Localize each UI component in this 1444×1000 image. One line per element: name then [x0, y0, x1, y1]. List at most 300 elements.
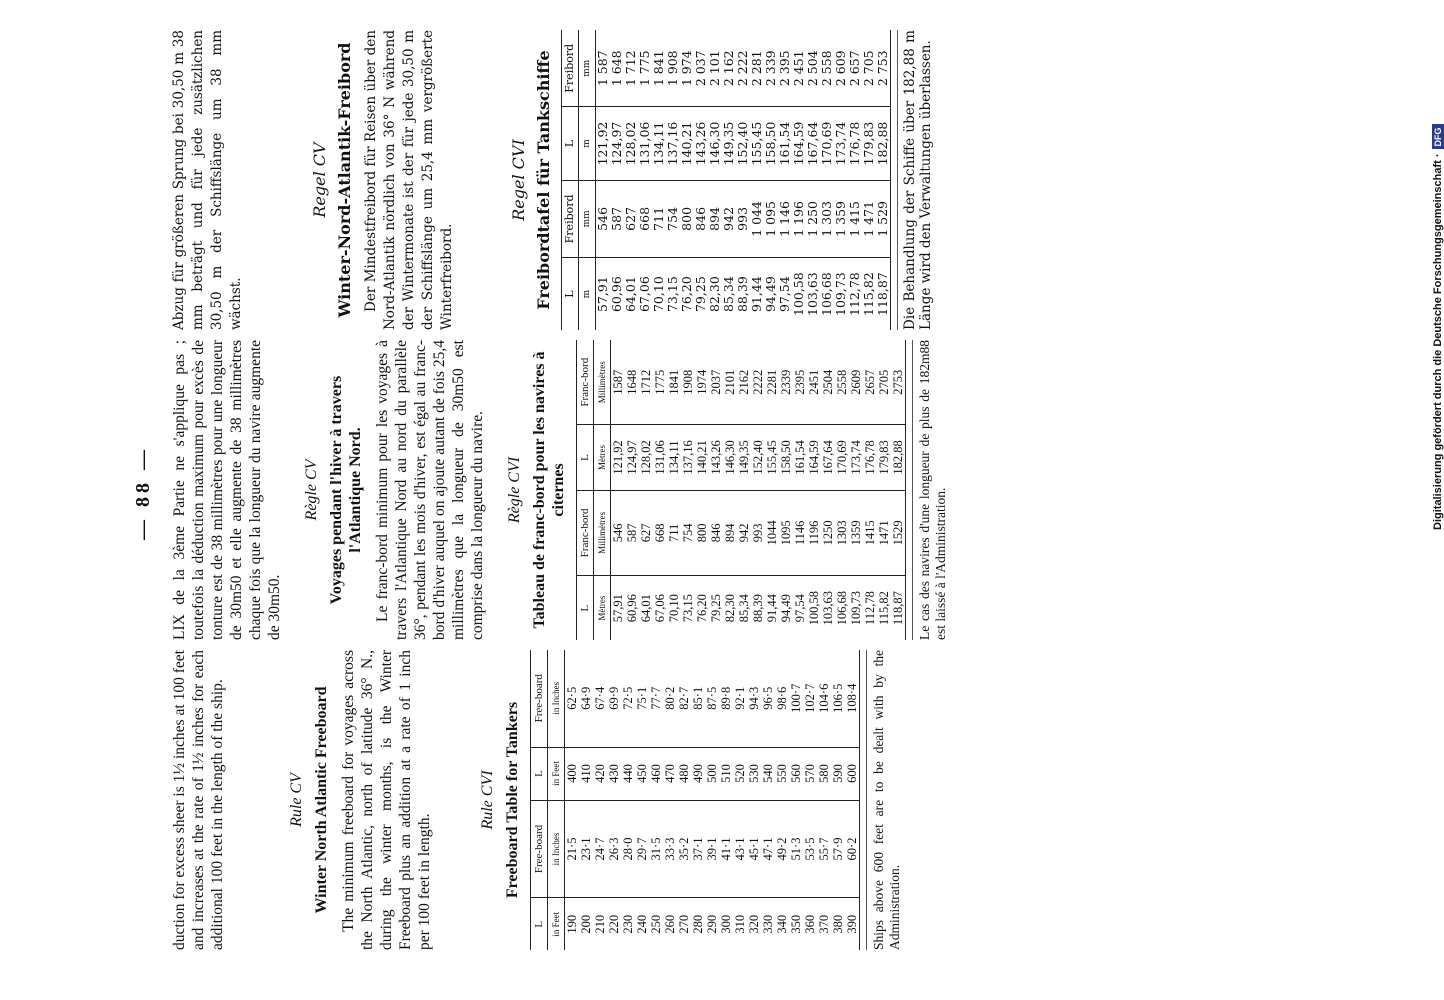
rule-cv-text: Der Mindestfreibord für Reisen über den Nord-Atlantik nördlich von 36° N während der Wintermonate ist der für jede 30,50 m der Schiffslänge um 25,4 mm vergrößerte Winterfreibord.: [363, 30, 455, 330]
table-cell: 1 648: [610, 30, 624, 107]
table-cell: 106·5: [831, 650, 845, 747]
table-cell: 400: [565, 747, 580, 800]
table-cell: 75·1: [635, 650, 649, 747]
rule-cv-heading: Rule CV: [288, 773, 305, 827]
table-cell: 2 281: [750, 30, 764, 107]
table-cell: 57,91: [611, 594, 625, 623]
table-row: [695, 340, 709, 640]
table-cell: 173,74: [834, 107, 848, 180]
table-cell: 460: [649, 747, 663, 800]
table-cell: 2 657: [848, 30, 862, 107]
table-cell: 1 095: [764, 180, 778, 258]
column-header: L: [577, 425, 594, 490]
table-row: [821, 340, 835, 640]
table-cell: 711: [652, 180, 666, 258]
rule-cvi-heading: Rule CVI: [479, 770, 496, 830]
table-cell: 510: [719, 747, 733, 800]
table-cell: 1 196: [792, 180, 806, 258]
table-cell: 161,54: [793, 425, 807, 490]
table-cell: 1587: [611, 340, 626, 425]
table-cell: 280: [691, 914, 705, 934]
table-cell: 64,01: [639, 594, 653, 623]
freeboard-table: [576, 340, 906, 640]
table-row: [806, 30, 820, 330]
table-row: [663, 650, 677, 950]
rule-cv-heading: Règle CV: [303, 459, 320, 521]
page-number: — 88 —: [132, 446, 154, 540]
table-cell: 380: [831, 914, 845, 934]
table-cell: 1 471: [862, 180, 876, 258]
table-cell: 1 529: [876, 180, 891, 258]
table-cell: 57,91: [595, 276, 610, 313]
table-cell: 711: [667, 490, 681, 576]
unit-label: mm: [579, 30, 596, 107]
table-cell: 82,30: [707, 276, 722, 313]
rule-cvi-heading: Règle CVI: [506, 456, 523, 524]
table-cell: 41·1: [719, 800, 733, 898]
column-header: L: [562, 107, 579, 180]
table-cell: 600: [845, 747, 860, 800]
table-cell: 1 908: [666, 30, 680, 107]
table-row: [750, 30, 764, 330]
table-cell: 164,59: [807, 425, 821, 490]
table-header-row: [577, 340, 594, 640]
unit-label: mm: [579, 180, 596, 258]
table-row: [607, 650, 621, 950]
table-row: [719, 650, 733, 950]
table-row: [723, 340, 737, 640]
table-row: [751, 340, 765, 640]
table-row: [792, 30, 806, 330]
table-cell: 155,45: [750, 107, 764, 180]
table-row: [635, 650, 649, 950]
table-cell: 23·1: [579, 800, 593, 898]
table-units-row: [548, 650, 565, 950]
rule-cv-text: Le franc-bord minimum pour les voyages à travers l'Atlantique Nord au nord du parallèle 36°, pendant les mois d'hiver, est égal au franc-bord d'hiver auquel on ajoute autant de fois 25,4 millimètres que la longueur de 30m50 est comprise dans la longueur du navire.: [374, 340, 486, 640]
table-cell: 2395: [793, 340, 807, 425]
table-cell: 173,74: [849, 425, 863, 490]
table-cell: 546: [611, 490, 626, 576]
table-cell: 29·7: [635, 800, 649, 898]
table-cell: 2162: [737, 340, 751, 425]
table-cell: 106,68: [819, 272, 834, 316]
table-cell: 73,15: [681, 594, 695, 623]
column-header: Franc-bord: [577, 490, 594, 576]
intro-text: duction for excess sheer is 1½ inches at 100 feet and increases at the rate of 1½ inches for each additional 100 feet in the length of the ship.: [171, 650, 226, 950]
table-cell: 894: [708, 180, 722, 258]
table-cell: 754: [666, 180, 680, 258]
table-cell: 167,64: [821, 425, 835, 490]
table-cell: 1 775: [638, 30, 652, 107]
table-cell: 2 451: [792, 30, 806, 107]
table-row: [778, 30, 792, 330]
table-cell: 2 162: [722, 30, 736, 107]
table-cell: 1095: [779, 490, 793, 576]
table-cell: 79,25: [693, 276, 708, 313]
table-cell: 200: [579, 914, 593, 934]
table-cell: 121,92: [596, 107, 611, 180]
rule-cvi-title: Tableau de franc-bord pour les navires à citernes: [531, 351, 567, 629]
table-cell: 410: [579, 747, 593, 800]
table-cell: 170,69: [820, 107, 834, 180]
table-row: [649, 650, 663, 950]
table-cell: 2558: [835, 340, 849, 425]
table-row: [694, 30, 708, 330]
table-row: [709, 340, 723, 640]
column-header: L: [562, 258, 579, 330]
table-cell: 1 303: [820, 180, 834, 258]
table-cell: 51·3: [789, 800, 803, 898]
table-cell: 2705: [877, 340, 891, 425]
table-cell: 2 558: [820, 30, 834, 107]
table-cell: 91,44: [765, 594, 779, 623]
table-cell: 668: [638, 180, 652, 258]
table-cell: 430: [607, 747, 621, 800]
table-cell: 570: [803, 747, 817, 800]
table-cell: 627: [639, 490, 653, 576]
table-cell: 800: [695, 490, 709, 576]
table-cell: 60·2: [845, 800, 860, 898]
table-cell: 31·5: [649, 800, 663, 898]
table-cell: 2 609: [834, 30, 848, 107]
unit-label: Millimètres: [594, 490, 611, 576]
table-cell: 1250: [821, 490, 835, 576]
table-cell: 77·7: [649, 650, 663, 747]
table-cell: 350: [789, 914, 803, 934]
table-cell: 88,39: [735, 276, 750, 313]
table-cell: 124,97: [610, 107, 624, 180]
table-cell: 2222: [751, 340, 765, 425]
table-cell: 176,78: [848, 107, 862, 180]
table-cell: 179,83: [862, 107, 876, 180]
table-cell: 100·7: [789, 650, 803, 747]
table-cell: 1908: [681, 340, 695, 425]
table-cell: 131,06: [653, 425, 667, 490]
table-cell: 37·1: [691, 800, 705, 898]
table-row: [765, 340, 779, 640]
table-cell: 143,26: [709, 425, 723, 490]
freeboard-table: [561, 30, 891, 330]
table-cell: 1415: [863, 490, 877, 576]
table-cell: 1303: [835, 490, 849, 576]
table-row: [747, 650, 761, 950]
table-cell: 1146: [793, 490, 807, 576]
table-cell: 60,96: [609, 276, 624, 313]
column-header: L: [531, 898, 548, 950]
table-cell: 76,20: [695, 594, 709, 623]
column-header: Freibord: [562, 180, 579, 258]
table-row: [761, 650, 775, 950]
table-cell: 49·2: [775, 800, 789, 898]
table-cell: 164,59: [792, 107, 806, 180]
table-cell: 668: [653, 490, 667, 576]
table-cell: 91,44: [749, 276, 764, 313]
table-row: [820, 30, 834, 330]
table-row: [677, 650, 691, 950]
table-cell: 2281: [765, 340, 779, 425]
table-cell: 520: [733, 747, 747, 800]
table-row: [680, 30, 694, 330]
column-french: [170, 340, 949, 640]
table-cell: 1 146: [778, 180, 792, 258]
table-cell: 1974: [695, 340, 709, 425]
table-cell: 97,54: [793, 594, 807, 623]
table-cell: 85,34: [721, 276, 736, 313]
digitization-credit: [1418, 10, 1444, 530]
table-cell: 158,50: [779, 425, 793, 490]
table-cell: 118,87: [891, 576, 906, 640]
table-cell: 128,02: [624, 107, 638, 180]
table-cell: 134,11: [652, 107, 666, 180]
table-cell: 190: [565, 914, 579, 934]
table-cell: 103,63: [805, 272, 820, 316]
table-cell: 47·1: [761, 800, 775, 898]
table-row: [834, 30, 848, 330]
table-cell: 79,25: [709, 594, 723, 623]
table-cell: 43·1: [733, 800, 747, 898]
table-cell: 89·8: [719, 650, 733, 747]
table-cell: 167,64: [806, 107, 820, 180]
table-cell: 1529: [891, 490, 906, 576]
column-header: Free-board: [531, 650, 548, 747]
table-cell: 587: [625, 490, 639, 576]
table-cell: 33·3: [663, 800, 677, 898]
table-cell: 87·5: [705, 650, 719, 747]
table-cell: 420: [593, 747, 607, 800]
table-cell: 310: [733, 914, 747, 934]
table-cell: 82,30: [723, 594, 737, 623]
table-row: [849, 340, 863, 640]
table-row: [862, 30, 876, 330]
table-row: [803, 650, 817, 950]
table-cell: 846: [694, 180, 708, 258]
table-cell: 100,58: [807, 590, 821, 626]
table-cell: 158,50: [764, 107, 778, 180]
table-cell: 260: [663, 914, 677, 934]
table-cell: 182,88: [891, 425, 906, 490]
table-row: [621, 650, 635, 950]
table-row: [845, 650, 860, 950]
table-cell: 1044: [765, 490, 779, 576]
table-cell: 97,54: [777, 276, 792, 313]
table-header-row: [562, 30, 579, 330]
table-cell: 480: [677, 747, 691, 800]
column-german: [170, 30, 934, 330]
intro-text: Abzug für größeren Sprung bei 30,50 m 38 mm beträgt und für jede zusätzlichen 30,50 m der Schiffslänge um 38 mm wächst.: [171, 30, 244, 330]
table-cell: 69·9: [607, 650, 621, 747]
table-cell: 1471: [877, 490, 891, 576]
table-cell: 2609: [849, 340, 863, 425]
table-cell: 70,10: [667, 594, 681, 623]
table-cell: 94·3: [747, 650, 761, 747]
table-note: Le cas des navires d'une longueur de plus de 182m88 est laissé à l'Administration.: [912, 340, 949, 640]
table-cell: 82·7: [677, 650, 691, 747]
table-cell: 45·1: [747, 800, 761, 898]
table-cell: 1 841: [652, 30, 666, 107]
table-cell: 146,30: [723, 425, 737, 490]
table-cell: 2 395: [778, 30, 792, 107]
table-cell: 109,73: [849, 590, 863, 626]
table-cell: 88,39: [751, 594, 765, 623]
table-cell: 179,83: [877, 425, 891, 490]
table-cell: 35·2: [677, 800, 691, 898]
table-cell: 240: [635, 914, 649, 934]
table-cell: 176,78: [863, 425, 877, 490]
table-cell: 290: [705, 914, 719, 934]
table-cell: 1 712: [624, 30, 638, 107]
table-row: [624, 30, 638, 330]
table-cell: 550: [775, 747, 789, 800]
table-row: [611, 340, 626, 640]
rule-cv-heading: Regel CV: [310, 142, 329, 218]
rule-cv-text: The minimum freeboard for voyages across the North Atlantic, north of latitude 36° N., during the winter months, is the Winter Freeboard plus an addition at a rate of 1 inch per 100 feet in length.: [340, 650, 433, 950]
table-row: [705, 650, 719, 950]
unit-label: in Feet: [548, 898, 565, 950]
table-cell: 98·6: [775, 650, 789, 747]
unit-label: Mètres: [594, 425, 611, 490]
table-cell: 540: [761, 747, 775, 800]
table-cell: 1 415: [848, 180, 862, 258]
table-cell: 103,63: [821, 590, 835, 626]
table-cell: 155,45: [765, 425, 779, 490]
table-cell: 2101: [723, 340, 737, 425]
table-cell: 627: [624, 180, 638, 258]
table-cell: 57·9: [831, 800, 845, 898]
table-cell: 128,02: [639, 425, 653, 490]
table-cell: 2 504: [806, 30, 820, 107]
table-cell: 72·5: [621, 650, 635, 747]
unit-label: m: [579, 107, 596, 180]
table-cell: 2 101: [708, 30, 722, 107]
table-units-row: [594, 340, 611, 640]
table-cell: 250: [649, 914, 663, 934]
table-cell: 60,96: [625, 594, 639, 623]
table-cell: 993: [736, 180, 750, 258]
table-row: [691, 650, 705, 950]
table-row: [831, 650, 845, 950]
column-header: Free-board: [531, 800, 548, 898]
rule-cvi-title: Freibordtafel für Tankschiffe: [534, 50, 553, 310]
table-cell: 1 587: [596, 30, 611, 107]
table-cell: 370: [817, 914, 831, 934]
table-row: [775, 650, 789, 950]
table-cell: 330: [761, 914, 775, 934]
column-header: Freibord: [562, 30, 579, 107]
table-row: [789, 650, 803, 950]
table-cell: 24·7: [593, 800, 607, 898]
table-cell: 118,87: [876, 258, 891, 330]
table-cell: 140,21: [680, 107, 694, 180]
table-cell: 55·7: [817, 800, 831, 898]
table-cell: 149,35: [722, 107, 736, 180]
table-row: [639, 340, 653, 640]
table-cell: 2339: [779, 340, 793, 425]
table-cell: 102·7: [803, 650, 817, 747]
table-cell: 76,20: [679, 276, 694, 313]
table-note: Ships above 600 feet are to be dealt with by the Administration.: [866, 650, 903, 950]
table-cell: 146,30: [708, 107, 722, 180]
table-row: [877, 340, 891, 640]
table-cell: 100,58: [791, 272, 806, 316]
table-row: [565, 650, 580, 950]
table-cell: 580: [817, 747, 831, 800]
rule-cvi-title: Freeboard Table for Tankers: [504, 701, 521, 899]
table-row: [667, 340, 681, 640]
table-row: [579, 650, 593, 950]
table-cell: 220: [607, 914, 621, 934]
table-units-row: [579, 30, 596, 330]
table-cell: 1712: [639, 340, 653, 425]
table-cell: 546: [596, 180, 611, 258]
table-cell: 64·9: [579, 650, 593, 747]
table-cell: 134,11: [667, 425, 681, 490]
table-cell: 140,21: [695, 425, 709, 490]
table-row: [817, 650, 831, 950]
table-cell: 161,54: [778, 107, 792, 180]
table-row: [653, 340, 667, 640]
table-cell: 300: [719, 914, 733, 934]
table-row: [666, 30, 680, 330]
table-cell: 106,68: [835, 590, 849, 626]
table-cell: 115,82: [861, 272, 876, 316]
table-cell: 108·4: [845, 650, 860, 747]
table-header-row: [531, 650, 548, 950]
table-cell: 450: [635, 747, 649, 800]
table-cell: 143,26: [694, 107, 708, 180]
table-cell: 340: [775, 914, 789, 934]
table-cell: 94,49: [779, 594, 793, 623]
table-cell: 2 222: [736, 30, 750, 107]
rule-cvi-heading: Regel CVI: [509, 139, 528, 221]
table-cell: 85,34: [737, 594, 751, 623]
table-cell: 104·6: [817, 650, 831, 747]
table-cell: 2 753: [876, 30, 891, 107]
table-cell: 230: [621, 914, 635, 934]
table-cell: 96·5: [761, 650, 775, 747]
table-cell: 754: [681, 490, 695, 576]
table-note: Die Behandlung der Schiffe über 182,88 m Länge wird den Verwaltungen überlassen.: [897, 30, 934, 330]
table-cell: 121,92: [611, 425, 626, 490]
table-cell: 67·4: [593, 650, 607, 747]
table-cell: 993: [751, 490, 765, 576]
table-row: [779, 340, 793, 640]
table-cell: 590: [831, 747, 845, 800]
table-row: [891, 340, 906, 640]
table-row: [848, 30, 862, 330]
table-cell: 2451: [807, 340, 821, 425]
table-cell: 28·0: [621, 800, 635, 898]
table-cell: 2657: [863, 340, 877, 425]
table-row: [736, 30, 750, 330]
table-cell: 67,06: [637, 276, 652, 313]
table-cell: 64,01: [623, 276, 638, 313]
table-cell: 470: [663, 747, 677, 800]
table-cell: 1196: [807, 490, 821, 576]
table-cell: 2504: [821, 340, 835, 425]
table-cell: 170,69: [835, 425, 849, 490]
table-cell: 800: [680, 180, 694, 258]
table-cell: 131,06: [638, 107, 652, 180]
unit-label: in Feet: [548, 747, 565, 800]
table-row: [764, 30, 778, 330]
table-cell: 1648: [625, 340, 639, 425]
table-row: [596, 30, 611, 330]
table-cell: 67,06: [653, 594, 667, 623]
table-cell: 124,97: [625, 425, 639, 490]
table-cell: 500: [705, 747, 719, 800]
table-row: [863, 340, 877, 640]
dfg-logo: DFG: [1432, 124, 1444, 149]
